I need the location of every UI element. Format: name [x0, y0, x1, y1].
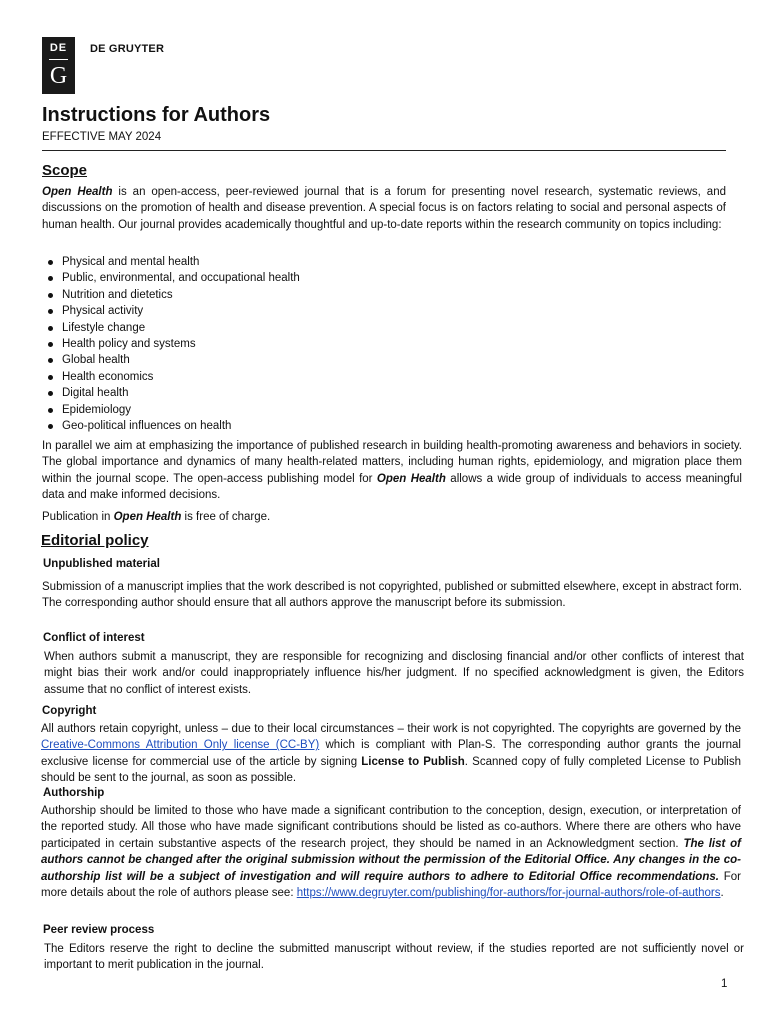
- publisher-name: DE GRUYTER: [90, 43, 165, 55]
- unpublished-text: Submission of a manuscript implies that the work described is not copyrighted, published or submitted elsewhere, except in abstract form. The corresponding author should ensure that all authors approve the manuscript before its submission.: [42, 581, 742, 610]
- list-item: Physical activity: [42, 303, 442, 319]
- cc-by-license-link[interactable]: Creative-Commons Attribution Only license (CC-BY): [41, 739, 320, 752]
- authorship-text-a: Authorship should be limited to those who have made a significant contribution to the conception, design, execution, or interpretation of the reported study. All those who have made significant contributions should be listed as co-authors. Where there are others who have participated in certain substantive aspects of the research project, they should be named in an Acknowledgment section.: [41, 805, 741, 850]
- peer-review-title: Peer review process: [43, 924, 155, 936]
- copyright-text-a: All authors retain copyright, unless – due to their local circumstances – their work is not copyrighted. The copyrights are governed by the: [41, 723, 741, 735]
- list-item: Lifestyle change: [42, 320, 442, 336]
- publication-charge: [42, 509, 742, 525]
- copyright-title: Copyright: [42, 705, 97, 717]
- journal-name: Open Health: [113, 511, 182, 523]
- page-number: 1: [721, 978, 728, 990]
- conflict-title: Conflict of interest: [43, 632, 145, 644]
- conflict-text: When authors submit a manuscript, they are responsible for recognizing and disclosing financial and/or other conflicts of interest that might bias their work and/or could inappropriately influence his/her judgment. If no specified acknowledgment is given, the Editors assume that no conflict of interest exists.: [44, 651, 744, 696]
- publisher-logo: [42, 37, 75, 94]
- unpublished-title: Unpublished material: [43, 558, 160, 570]
- authorship-text-c: .: [720, 887, 724, 900]
- authorship-title: Authorship: [43, 787, 105, 799]
- list-item: Digital health: [42, 385, 442, 401]
- pub-pre: Publication in: [42, 511, 114, 523]
- list-item: Geo-political influences on health: [42, 418, 442, 434]
- copyright-text: [41, 721, 741, 787]
- header-divider: [42, 150, 726, 151]
- copyright-text-b: which is compliant with Plan-S. The corresponding author grants the journal exclusive license for commercial use of the article by signing: [41, 739, 741, 768]
- logo-top-letters: DE: [49, 42, 68, 54]
- copyright-text-c: . Scanned copy of fully completed License to Publish should be sent to the journal, as soon as possible.: [41, 755, 741, 785]
- scope-heading: Scope: [42, 162, 88, 179]
- license-to-publish: License to Publish: [361, 755, 465, 768]
- parallel-end: allows a wide group of individuals to access meaningful data and make informed decisions.: [42, 472, 742, 502]
- effective-date: EFFECTIVE MAY 2024: [42, 131, 162, 143]
- logo-bottom-letter: G: [49, 63, 68, 89]
- list-item: Physical and mental health: [42, 254, 442, 270]
- parallel-text: In parallel we aim at emphasizing the importance of published research in building health-promoting awareness and behaviors in society. The global importance and dynamics of many health-related matters, including human rights, epidemiology, and migration place them within the journal scope. The open-access publishing model for: [42, 440, 742, 485]
- list-item: Health economics: [42, 369, 442, 385]
- peer-review-text: The Editors reserve the right to decline the submitted manuscript without review, if the studies reported are not sufficiently novel or important to merit publication in the journal.: [44, 943, 744, 972]
- list-item: Epidemiology: [42, 402, 442, 418]
- list-item: Global health: [42, 352, 442, 368]
- pub-post: is free of charge.: [181, 511, 271, 523]
- editorial-heading: Editorial policy: [41, 532, 149, 549]
- topics-list: [42, 254, 442, 434]
- page-title: Instructions for Authors: [42, 104, 271, 126]
- role-of-authors-link[interactable]: https://www.degruyter.com/publishing/for-authors/for-journal-authors/role-of-authors: [296, 887, 721, 900]
- journal-name: Open Health: [376, 472, 446, 485]
- list-item: Public, environmental, and occupational health: [42, 270, 442, 286]
- authorship-text: [41, 803, 741, 901]
- authorship-emphasis: The list of authors cannot be changed after the original submission without the permission of the Editorial Office. Any changes in the co-authorship list will be a subject of investigation and will require authors to adhere to Editorial Office recommendations.: [41, 837, 741, 883]
- list-item: Health policy and systems: [42, 336, 442, 352]
- logo-divider: [49, 59, 68, 60]
- list-item: Nutrition and dietetics: [42, 287, 442, 303]
- scope-intro-text: is an open-access, peer-reviewed journal that is a forum for presenting novel research, systematic reviews, and discussions on the promotion of health and disease prevention. A special focus is on factors relating to social and personal aspects of human health. Our journal provides academically thoughtful and up-to-date reports within the research community on topics including:: [42, 186, 726, 231]
- authorship-text-b: For more details about the role of authors please see:: [41, 870, 741, 900]
- scope-intro: [42, 184, 726, 233]
- journal-name: Open Health: [42, 186, 113, 198]
- scope-parallel: [42, 438, 742, 504]
